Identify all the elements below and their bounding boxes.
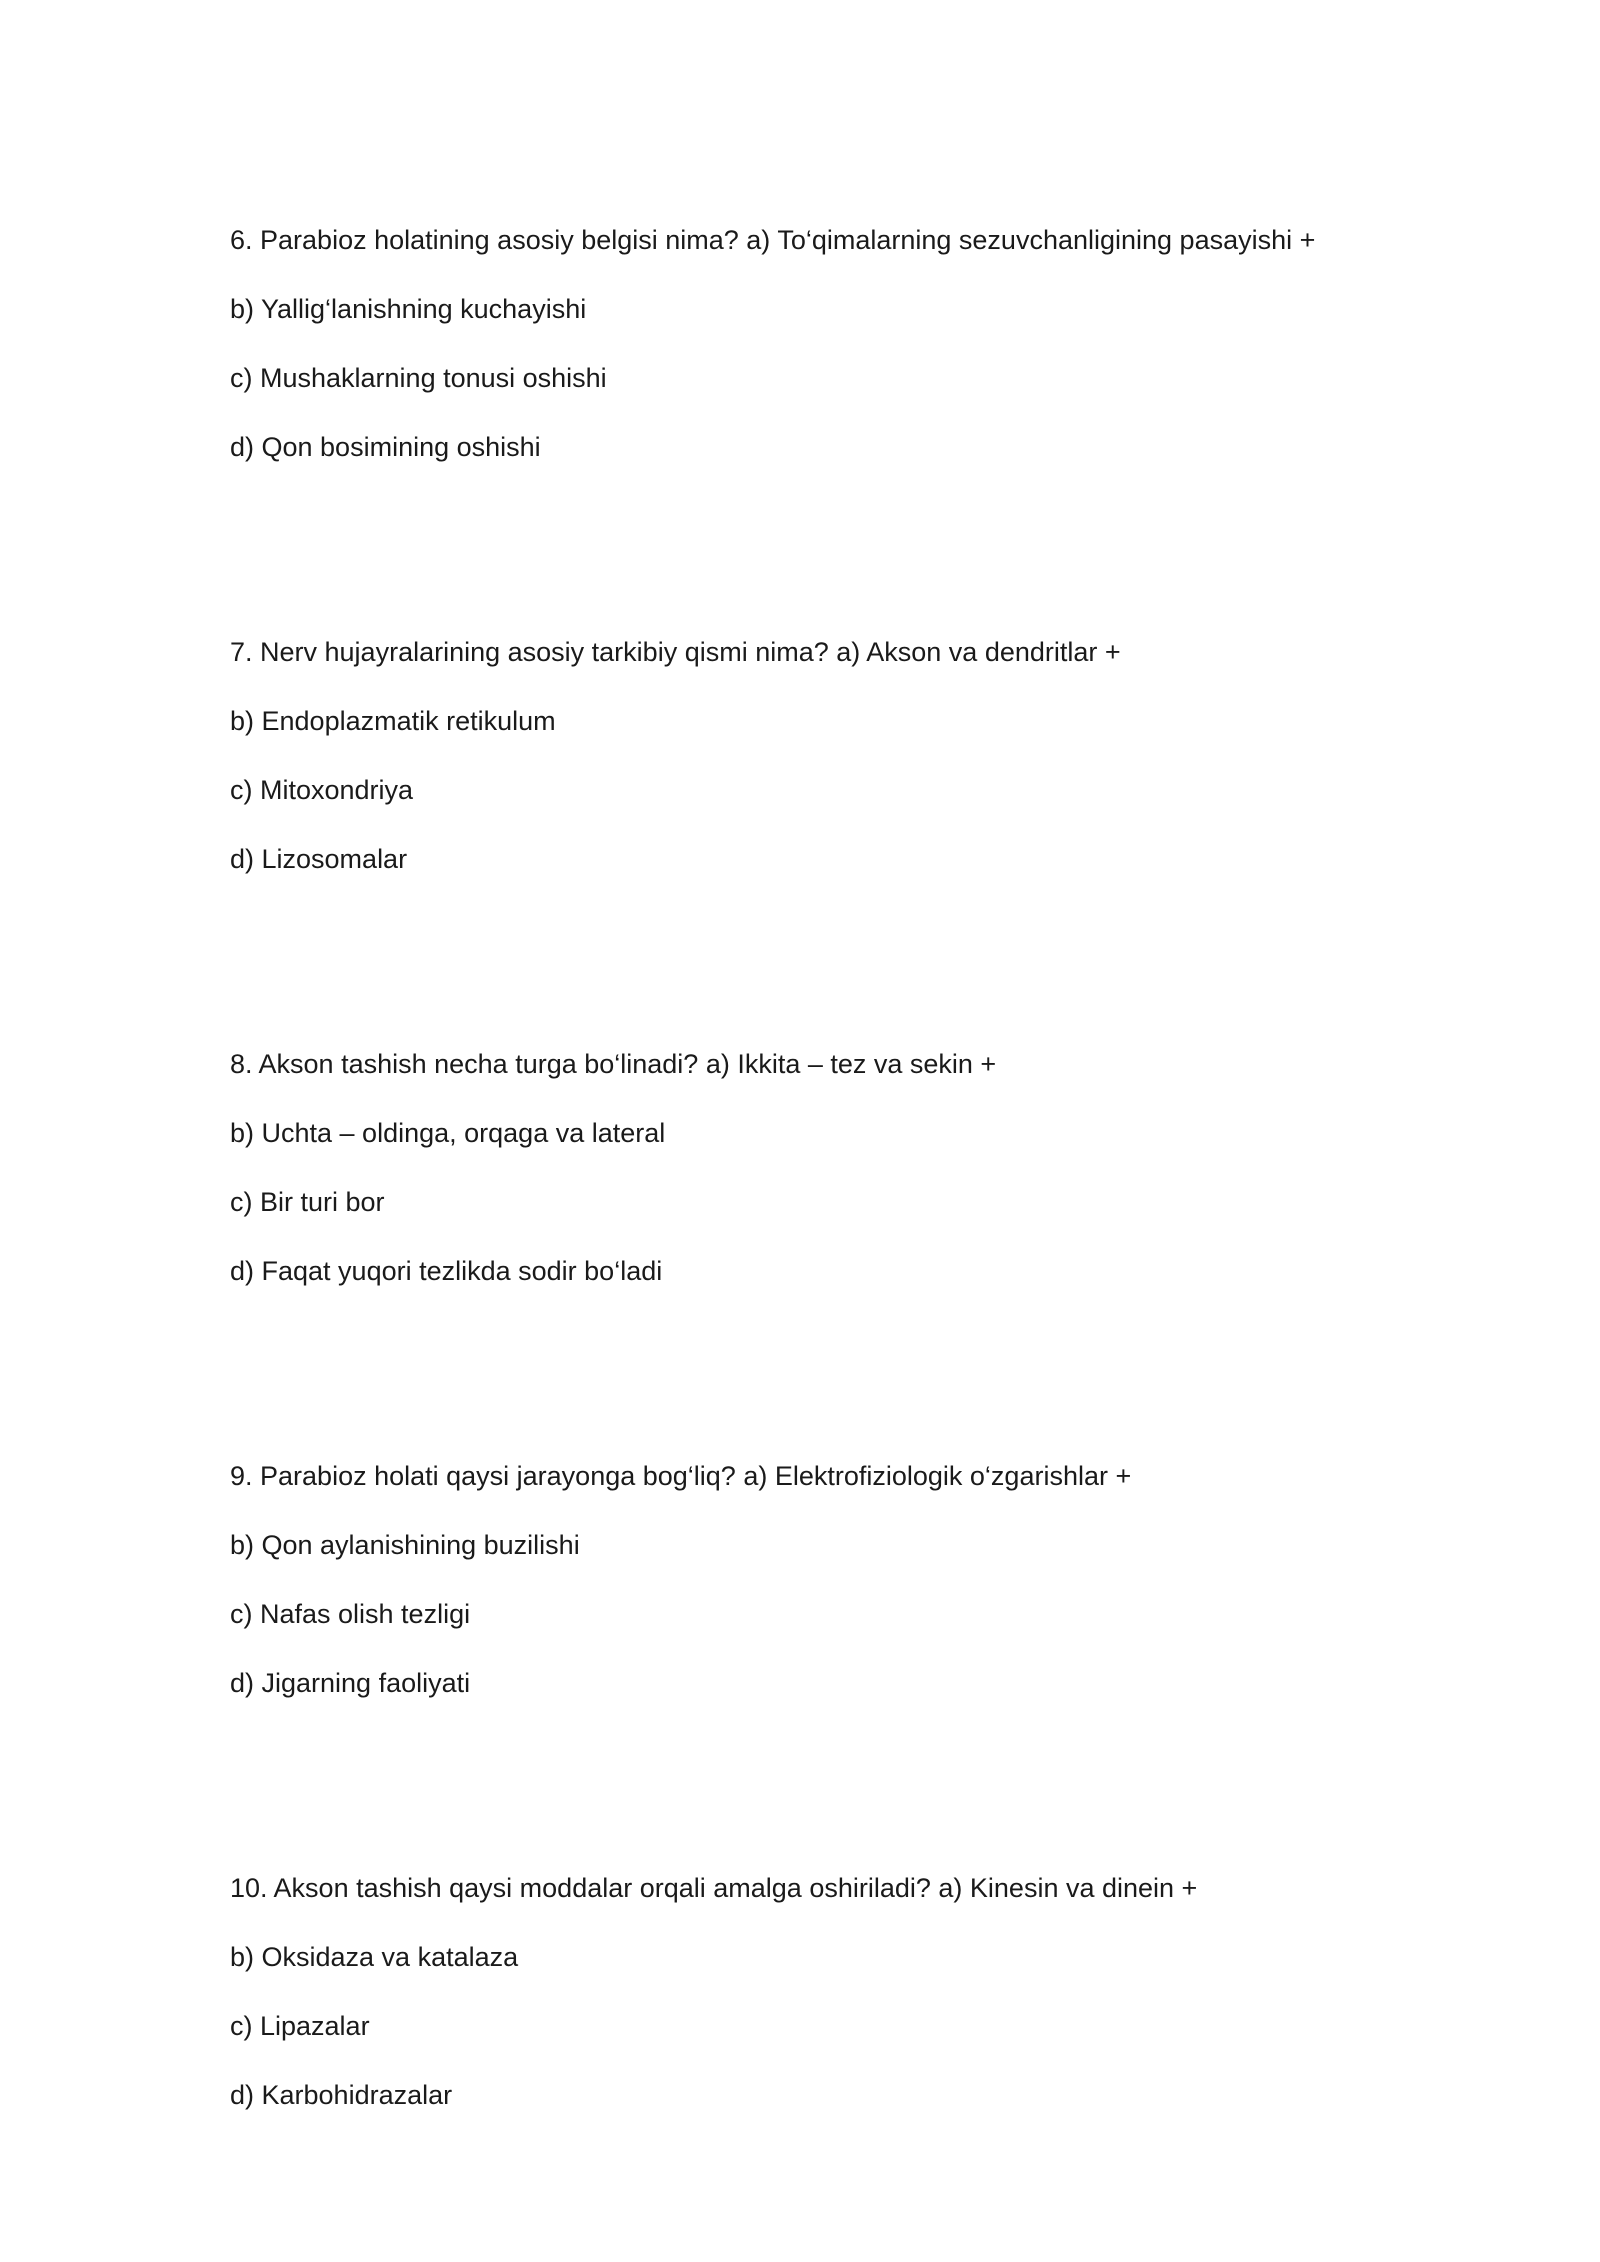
answer-option-b: b) Qon aylanishining buzilishi: [230, 1530, 580, 1560]
question-stem: 9. Parabioz holati qaysi jarayonga bog‘liq? a) Elektrofiziologik o‘zgarishlar +: [230, 1461, 1132, 1491]
answer-option-d: d) Lizosomalar: [230, 844, 408, 874]
question-stem: 8. Akson tashish necha turga bo‘linadi? a) Ikkita – tez va sekin +: [230, 1049, 997, 1079]
answer-option-b: b) Uchta – oldinga, orqaga va lateral: [230, 1118, 666, 1148]
question-stem: 10. Akson tashish qaysi moddalar orqali amalga oshiriladi? a) Kinesin va dinein +: [230, 1873, 1198, 1903]
question-8: [230, 1046, 1430, 1322]
question-7: [230, 634, 1430, 910]
answer-option-b: b) Yallig‘lanishning kuchayishi: [230, 294, 587, 324]
answer-option-b: b) Oksidaza va katalaza: [230, 1942, 519, 1972]
answer-option-c: c) Nafas olish tezligi: [230, 1599, 471, 1629]
question-9: [230, 1458, 1430, 1734]
answer-option-d: d) Qon bosimining oshishi: [230, 432, 541, 462]
question-stem: 6. Parabioz holatining asosiy belgisi nima? a) To‘qimalarning sezuvchanligining pasayishi +: [230, 225, 1316, 255]
question-10: [230, 1870, 1430, 2146]
answer-option-c: c) Mushaklarning tonusi oshishi: [230, 363, 607, 393]
answer-option-c: c) Lipazalar: [230, 2011, 370, 2041]
answer-option-d: d) Karbohidrazalar: [230, 2080, 453, 2110]
question-stem: 7. Nerv hujayralarining asosiy tarkibiy qismi nima? a) Akson va dendritlar +: [230, 637, 1121, 667]
answer-option-d: d) Faqat yuqori tezlikda sodir bo‘ladi: [230, 1256, 663, 1286]
answer-option-c: c) Mitoxondriya: [230, 775, 414, 805]
question-6: [230, 222, 1430, 498]
answer-option-d: d) Jigarning faoliyati: [230, 1668, 471, 1698]
answer-option-c: c) Bir turi bor: [230, 1187, 385, 1217]
answer-option-b: b) Endoplazmatik retikulum: [230, 706, 556, 736]
